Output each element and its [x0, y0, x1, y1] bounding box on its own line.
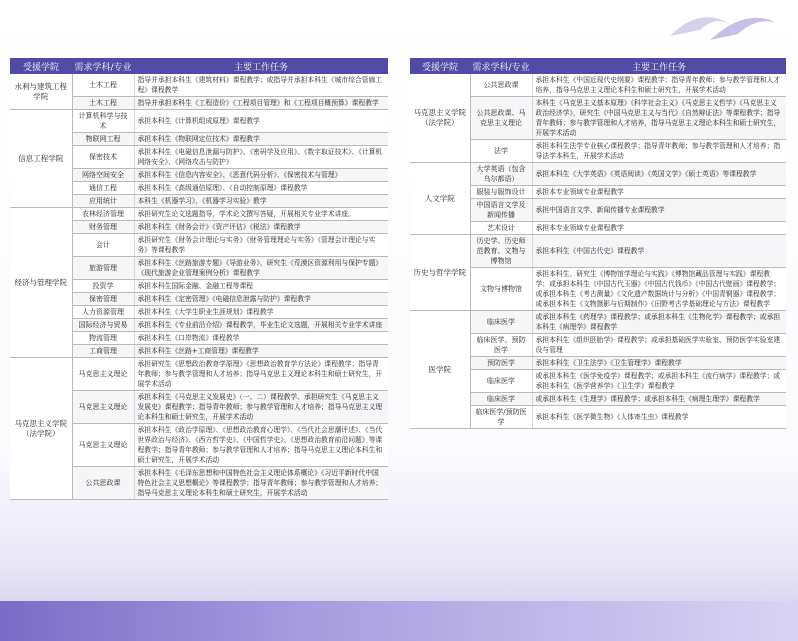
subject-cell: 服装与服饰设计 — [470, 186, 532, 199]
wing-logo-watermark — [660, 6, 780, 46]
subject-cell: 公共思政课 — [470, 74, 532, 97]
task-cell: 承担本科生《定密管理》《电磁信息泄露与防护》课程教学 — [134, 293, 388, 306]
subject-cell: 中国语言文学及新闻传播 — [470, 199, 532, 222]
subject-cell: 文物与博物馆 — [470, 268, 532, 311]
subject-cell: 应用统计 — [72, 195, 134, 208]
task-cell: 承担本科生《专业前沿介绍》课程教学，毕业生论文选题，开展相关专业学术讲座 — [134, 319, 388, 332]
task-cell: 或承担本科生《生理学》课程教学；或承担本科生《病理生理学》课程教学 — [532, 393, 786, 406]
task-cell: 承担本专业领域专业课程教学 — [532, 186, 786, 199]
task-cell: 承担本科生《财务会计》《资产评估》《税法》课程教学 — [134, 221, 388, 234]
task-cell: 本科生《马克思主义基本原理》《科学社会主义》《马克思主义哲学》《马克思主义政治经济学》，研究生《中国马克思主义与当代》《自然辩证法》等课程教学；指导青年教师；参与教学管理和人才培养，指导马克思主义理论本科生和硕士研究生，开展学术活动 — [532, 97, 786, 140]
task-cell: 承担本科生《卫生法学》《卫生管理学》课程教学 — [532, 357, 786, 370]
task-cell: 承担本科生《大学英语》《英语阅读》《英国文学》《硕士英语》等课程教学 — [532, 163, 786, 186]
college-cell: 历史与哲学学院 — [410, 235, 470, 311]
task-cell: 承担本科生《马克思主义发展史》（一、二）课程教学、承担研究生《马克思主义发展史》课程教学；指导青年教师；参与教学管理和人才培养；指导马克思主义理论本科生和硕士研究生，开展学术活动 — [134, 391, 388, 424]
subject-cell: 会计 — [72, 234, 134, 257]
task-cell: 承担本科生《医学微生物》《人体寄生虫》课程教学 — [532, 406, 786, 429]
subject-cell: 国际经济与贸易 — [72, 319, 134, 332]
table-row — [410, 311, 786, 334]
task-cell: 承担本科生《大学生职业生涯规划》课程教学 — [134, 306, 388, 319]
left-assignment-table — [10, 58, 388, 500]
subject-cell: 马克思主义理论 — [72, 391, 134, 424]
task-cell: 或承担本科生《医学免疫学》课程教学；或承担本科生《流行病学》课程教学；或承担本科生《医学营养学》《卫生学》课程教学 — [532, 370, 786, 393]
subject-cell: 临床医学 — [470, 311, 532, 334]
table-row — [10, 110, 388, 133]
task-cell: 承担研究生《思想政治教育学原理》《思想政治教育学方法论》课程教学；指导青年教师；参与教学管理和人才培养；指导马克思主义理论本科生和硕士研究生，开展学术活动 — [134, 358, 388, 391]
college-cell: 经济与管理学院 — [10, 208, 72, 358]
task-cell: 承担本科生《政治学原理》、《思想政治教育心理学》、《当代社会思潮评述》、《当代世界政治与经济》、《西方哲学史》、《中国哲学史》、《思想政治教育前沿问题》等课程教学；指导青年教师；参与教学管理和人才培养；指导马克思主义理论本科生和硕士研究生，开展学术活动 — [134, 424, 388, 467]
task-cell: 承担本科生《高级通信原理》、《自动控制原理》课程教学 — [134, 182, 388, 195]
header-subject: 需求学科/专业 — [470, 58, 532, 74]
college-cell: 医学院 — [410, 311, 470, 429]
task-cell: 承担本科生《丝路旅游专题》《导游业务》，研究生《荒漠区资源利用与保护专题》《现代旅游企业管理案例分析》课程教学 — [134, 257, 388, 280]
table-row — [10, 358, 388, 391]
subject-cell: 土木工程 — [72, 97, 134, 110]
task-cell: 承担本科生《丝路+工商管理》课程教学 — [134, 345, 388, 358]
task-cell: 承担本科生、研究生《博物馆学理论与实践》《博物馆藏品管理与实践》课程教学；或承担本科生《中国古代玉器》《中国古代钱币》《中国古代壁画》课程教学；或承担本科生《考古测量》《文化遗产数据统计与分析》《中国青铜器》课程教学；或承担本科生《文物摄影与后期制作》《田野考古学基础理论与方法》课程教学 — [532, 268, 786, 311]
task-cell: 承担本科生《电磁信息泄漏与防护》、《密码学及应用》、《数字取证技术》、《计算机网络安全》、《网络攻击与防护》 — [134, 146, 388, 169]
task-cell: 承担本科生《信息内容安全》、《恶意代码分析》、《保密技术与管理》 — [134, 169, 388, 182]
subject-cell: 旅游管理 — [72, 257, 134, 280]
subject-cell: 大学英语（包含乌尔都语） — [470, 163, 532, 186]
task-cell: 承担本科生《毛泽东思想和中国特色社会主义理论体系概论》《习近平新时代中国特色社会主义思想概论》等课程教学；指导青年教师；参与教学管理和人才培养；指导马克思主义理论本科生和硕士研究生，开展学术活动 — [134, 467, 388, 500]
subject-cell: 历史学、历史师范教育、文物与博物馆 — [470, 235, 532, 268]
task-cell: 承担本科生《中国古代史》课程教学 — [532, 235, 786, 268]
task-cell: 或承担本科生《药理学》课程教学；或承担本科生《生物化学》课程教学；或承担本科生《病理学》课程教学 — [532, 311, 786, 334]
subject-cell: 马克思主义理论 — [72, 358, 134, 391]
college-cell: 马克思主义学院（法学院） — [10, 358, 72, 500]
header-college: 受援学院 — [410, 58, 470, 74]
task-cell: 承担中国语言文学、新闻传播专业课程教学 — [532, 199, 786, 222]
subject-cell: 计算机科学与技术 — [72, 110, 134, 133]
table-row — [10, 74, 388, 97]
task-cell: 承担本科生《计算机组成原理》课程教学 — [134, 110, 388, 133]
table-row — [10, 208, 388, 221]
task-cell: 承担本科生《口岸物流》课程教学 — [134, 332, 388, 345]
college-cell: 人文学院 — [410, 163, 470, 235]
subject-cell: 临床医学 — [470, 393, 532, 406]
subject-cell: 物流管理 — [72, 332, 134, 345]
table-row — [410, 74, 786, 97]
task-cell: 承担研究生论文选题指导，学术论文撰写答疑，开展相关专业学术讲座。 — [134, 208, 388, 221]
task-cell: 承担本科生《物联网定位技术》课程教学 — [134, 133, 388, 146]
task-cell: 指导并承担本科生《工程造价》《工程项目管理》和《工程项目概预算》课程教学 — [134, 97, 388, 110]
subject-cell: 艺术设计 — [470, 222, 532, 235]
subject-cell: 保密管理 — [72, 293, 134, 306]
subject-cell: 公共思政课、马克思主义理论 — [470, 97, 532, 140]
task-cell: 承担本科生国际金融、金融工程等课程 — [134, 280, 388, 293]
college-cell: 马克思主义学院（法学院） — [410, 74, 470, 163]
subject-cell: 通信工程 — [72, 182, 134, 195]
subject-cell: 投资学 — [72, 280, 134, 293]
subject-cell: 法学 — [470, 140, 532, 163]
task-cell: 指导并承担本科生《建筑材料》课程教学；或指导并承担本科生《城市综合管廊工程》课程教学 — [134, 74, 388, 97]
task-cell: 承担本科生《组织胚胎学》课程教学；或承担基础医学实验室、预防医学实验室建设与管理 — [532, 334, 786, 357]
task-cell: 承担本科生《中国近现代史纲要》课程教学；指导青年教师；参与教学管理和人才培养，指导马克思主义理论本科生和硕士研究生，开展学术活动 — [532, 74, 786, 97]
subject-cell: 物联网工程 — [72, 133, 134, 146]
subject-cell: 农林经济管理 — [72, 208, 134, 221]
subject-cell: 工商管理 — [72, 345, 134, 358]
task-cell: 承担本科生法学专业核心课程教学；指导青年教师；参与教学管理和人才培养；指导法学本科生，开展学术活动 — [532, 140, 786, 163]
table-row — [410, 235, 786, 268]
subject-cell: 财务管理 — [72, 221, 134, 234]
subject-cell: 土木工程 — [72, 74, 134, 97]
subject-cell: 临床医学 — [470, 370, 532, 393]
header-task: 主要工作任务 — [134, 58, 388, 74]
subject-cell: 马克思主义理论 — [72, 424, 134, 467]
task-cell: 承担本专业领域专业课程教学 — [532, 222, 786, 235]
subject-cell: 临床医学/预防医学 — [470, 406, 532, 429]
college-cell: 信息工程学院 — [10, 110, 72, 208]
bottom-decoration-band — [0, 601, 798, 641]
header-subject: 需求学科/专业 — [72, 58, 134, 74]
table-row — [410, 163, 786, 186]
subject-cell: 人力资源管理 — [72, 306, 134, 319]
header-college: 受援学院 — [10, 58, 72, 74]
subject-cell: 预防医学 — [470, 357, 532, 370]
header-task: 主要工作任务 — [532, 58, 786, 74]
subject-cell: 网络空间安全 — [72, 169, 134, 182]
college-cell: 水利与建筑工程学院 — [10, 74, 72, 110]
task-cell: 承担研究生《财务会计理论与实务》《财务管理理论与实务》《管理会计理论与实务》等课程教学 — [134, 234, 388, 257]
task-cell: 本科生《机器学习》，《机器学习实验》教学 — [134, 195, 388, 208]
right-assignment-table — [410, 58, 786, 429]
subject-cell: 公共思政课 — [72, 467, 134, 500]
subject-cell: 保密技术 — [72, 146, 134, 169]
subject-cell: 临床医学、预防医学 — [470, 334, 532, 357]
